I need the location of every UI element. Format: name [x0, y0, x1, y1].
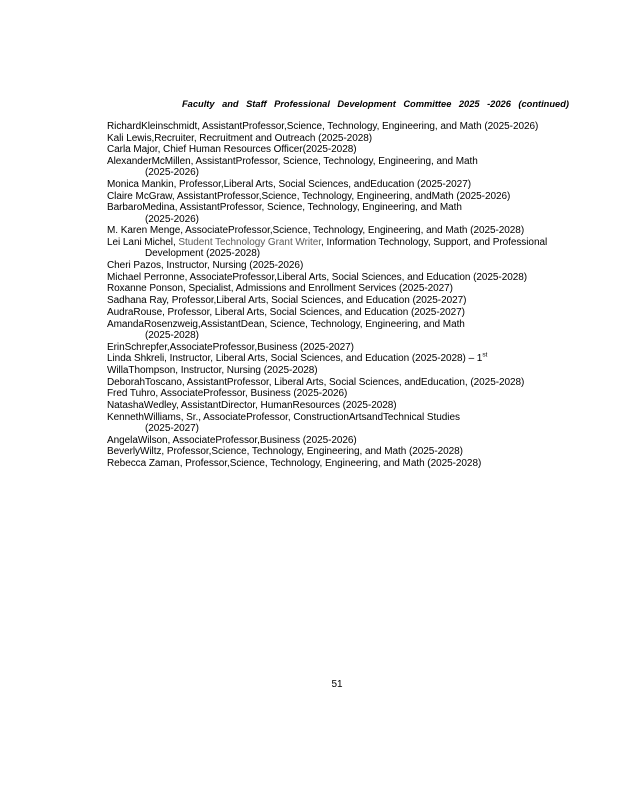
text-segment: RichardKleinschmidt, AssistantProfessor,Science, Technology, Engineering, and Math (2025-2026) [107, 121, 539, 132]
text-segment: NatashaWedley, AssistantDirector, HumanResources (2025-2028) [107, 399, 397, 411]
text-segment: (2025-2026) [145, 213, 199, 225]
roster-entry [107, 237, 599, 260]
roster-entry [107, 342, 599, 353]
text-segment: (2025-2028) [145, 329, 199, 341]
roster-entry-line [107, 388, 599, 399]
text-segment: M. Karen Menge, AssociateProfessor,Science, Technology, Engineering, and Math (2025-2028) [107, 225, 525, 237]
roster-entry-line [107, 260, 599, 271]
text-segment: BarbaroMedina, AssistantProfessor, Science, Technology, Engineering, and Math [107, 202, 462, 214]
roster-entry-wrapped-line [107, 248, 599, 259]
roster-entry-line [107, 446, 599, 457]
roster-entry-wrapped-line [107, 167, 599, 178]
roster-entry [107, 377, 599, 388]
roster-entry [107, 307, 599, 318]
roster-entry [107, 260, 599, 271]
text-segment: (2025-2026) [145, 167, 199, 179]
roster-entry [107, 121, 599, 132]
text-segment: WillaThompson, Instructor, Nursing (2025-2028) [107, 364, 318, 376]
roster-entry-line [107, 400, 599, 411]
roster-list [107, 121, 599, 470]
text-segment: , Information Technology, Support, and Professional [321, 237, 548, 249]
roster-entry [107, 283, 599, 294]
roster-entry-line [107, 283, 599, 294]
roster-entry [107, 202, 599, 225]
roster-entry-line [107, 191, 599, 202]
roster-entry [107, 319, 599, 342]
roster-entry-line [107, 225, 599, 236]
roster-entry-line [107, 202, 599, 213]
page-heading: Faculty and Staff Professional Development Committee 2025 -2026 (continued) [182, 99, 569, 109]
text-segment: Carla Major, Chief Human Resources Officer(2025-2028) [107, 144, 357, 156]
roster-entry [107, 191, 599, 202]
roster-entry-line [107, 319, 599, 330]
text-segment: Cheri Pazos, Instructor, Nursing (2025-2026) [107, 260, 304, 272]
roster-entry-line [107, 121, 599, 132]
roster-entry [107, 295, 599, 306]
roster-entry [107, 435, 599, 446]
roster-entry-line [107, 342, 599, 353]
roster-entry-line [107, 272, 599, 283]
roster-entry [107, 412, 599, 435]
roster-entry [107, 446, 599, 457]
text-segment: st [482, 351, 488, 359]
roster-entry-line [107, 156, 599, 167]
roster-entry-line [107, 377, 599, 388]
text-segment: DeborahToscano, AssistantProfessor, Liberal Arts, Social Sciences, andEducation, (2025-2028) [107, 376, 525, 388]
roster-entry-line [107, 295, 599, 306]
roster-entry [107, 272, 599, 283]
roster-entry-line [107, 144, 599, 155]
text-segment: AngelaWilson, AssociateProfessor,Business (2025-2026) [107, 434, 357, 446]
roster-entry-line [107, 237, 599, 248]
roster-entry-line [107, 179, 599, 190]
roster-entry [107, 144, 599, 155]
roster-entry [107, 353, 599, 364]
roster-entry-wrapped-line [107, 423, 599, 434]
roster-entry [107, 225, 599, 236]
roster-entry-line [107, 353, 599, 364]
roster-entry-wrapped-line [107, 330, 599, 341]
text-segment: Monica Mankin, Professor,Liberal Arts, Social Sciences, andEducation (2025-2027) [107, 179, 471, 191]
roster-entry [107, 133, 599, 144]
text-segment: AlexanderMcMillen, AssistantProfessor, Science, Technology, Engineering, and Math [107, 156, 478, 168]
roster-entry [107, 365, 599, 376]
text-segment: AmandaRosenzweig,AssistantDean, Science, Technology, Engineering, and Math [107, 318, 465, 330]
text-segment: AudraRouse, Professor, Liberal Arts, Social Sciences, and Education (2025-2027) [107, 306, 465, 318]
roster-entry-line [107, 458, 599, 469]
text-segment: KennethWilliams, Sr., AssociateProfessor, ConstructionArtsandTechnical Studies [107, 411, 460, 423]
roster-entry-line [107, 412, 599, 423]
text-segment: BeverlyWiltz, Professor,Science, Technology, Engineering, and Math (2025-2028) [107, 446, 463, 458]
roster-entry [107, 179, 599, 190]
text-segment: Michael Perronne, AssociateProfessor,Liberal Arts, Social Sciences, and Education (2025-2028) [107, 271, 528, 283]
text-segment: Fred Tuhro, AssociateProfessor, Business (2025-2026) [107, 388, 348, 400]
roster-entry [107, 388, 599, 399]
text-segment: Development (2025-2028) [145, 248, 261, 260]
text-segment: (2025-2027) [145, 422, 199, 434]
roster-entry-wrapped-line [107, 214, 599, 225]
text-segment: Kali Lewis,Recruiter, Recruitment and Outreach (2025-2028) [107, 132, 373, 144]
muted-text-segment: Student Technology Grant Writer [178, 237, 322, 249]
page-number: 51 [331, 679, 343, 690]
text-segment: Roxanne Ponson, Specialist, Admissions and Enrollment Services (2025-2027) [107, 283, 453, 295]
roster-entry [107, 156, 599, 179]
text-segment: Lei Lani Michel, [107, 237, 179, 249]
roster-entry-line [107, 307, 599, 318]
text-segment: Linda Shkreli, Instructor, Liberal Arts, Social Sciences, and Education (2025-2028) – 1 [107, 353, 483, 365]
roster-entry [107, 400, 599, 411]
text-segment: ErinSchrepfer,AssociateProfessor,Business (2025-2027) [107, 341, 354, 353]
roster-entry-line [107, 133, 599, 144]
roster-entry [107, 458, 599, 469]
text-segment: Sadhana Ray, Professor,Liberal Arts, Social Sciences, and Education (2025-2027) [107, 295, 467, 307]
roster-entry-line [107, 435, 599, 446]
roster-entry-line [107, 365, 599, 376]
text-segment: Claire McGraw, AssistantProfessor,Science, Technology, Engineering, andMath (2025-2026) [107, 190, 511, 202]
text-segment: Rebecca Zaman, Professor,Science, Technology, Engineering, and Math (2025-2028) [107, 457, 482, 469]
